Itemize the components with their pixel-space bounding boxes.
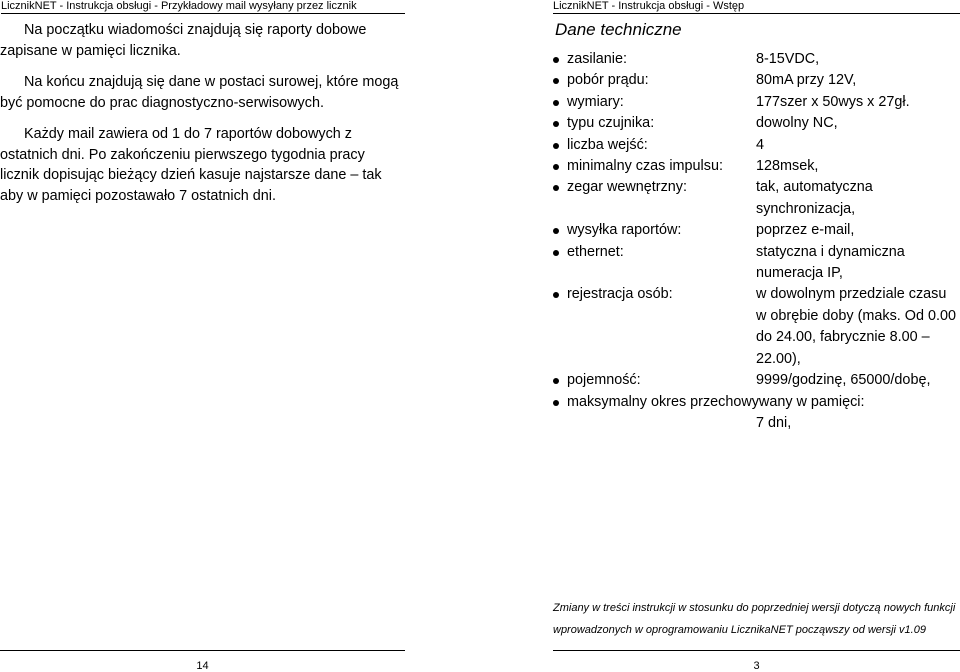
spec-item-capacity [553, 370, 960, 391]
spec-item-clock [553, 177, 960, 220]
section-title: Dane techniczne [555, 20, 682, 39]
left-page-footer [0, 650, 405, 672]
bullet-icon [553, 185, 559, 191]
spec-item-inputs [553, 135, 960, 156]
page-number: 3 [753, 660, 760, 672]
paragraph-text: Każdy mail zawiera od 1 do 7 raportów dobowych z ostatnich dni. Po zakończeniu pierwszego tygodnia pracy licznik dopisując bieżący dzień kasuje najstarsze dane – tak aby w pamięci pozostawało 7 ostatnich dni. [0, 126, 382, 205]
paragraph-reports-intro [0, 20, 403, 61]
spec-item-storage [553, 392, 960, 435]
spec-value: dowolny NC, [756, 115, 838, 132]
footnote-line-1: Zmiany w treści instrukcji w stosunku do poprzedniej wersji dotyczą nowych funkcji [553, 602, 956, 614]
bullet-icon [553, 228, 559, 234]
spec-value: statyczna i dynamiczna numeracja IP, [756, 243, 905, 282]
paragraph-text: Na końcu znajdują się dane w postaci surowej, które mogą być pomocne do prac diagnostyczno-serwisowych. [0, 74, 399, 111]
spec-label: ethernet: [567, 243, 624, 260]
spec-item-power [553, 49, 960, 70]
bullet-icon [553, 400, 559, 406]
spec-value: 4 [756, 136, 765, 153]
spec-item-pulse [553, 156, 960, 177]
bullet-icon [553, 121, 559, 127]
bullet-icon [553, 378, 559, 384]
left-page [0, 0, 405, 672]
bullet-icon [553, 143, 559, 149]
bullet-icon [553, 57, 559, 63]
right-page [553, 0, 960, 672]
spec-label: pobór prądu: [567, 72, 649, 89]
spec-label: minimalny czas impulsu: [567, 158, 723, 175]
paragraph-text: Na początku wiadomości znajdują się raporty dobowe zapisane w pamięci licznika. [0, 22, 367, 59]
page-number: 14 [196, 660, 209, 672]
spec-label: wymiary: [567, 93, 624, 110]
bullet-icon [553, 250, 559, 256]
spec-value: poprzez e-mail, [756, 222, 855, 239]
spec-value: 177szer x 50wys x 27gł. [756, 93, 910, 110]
spec-value: 80mA przy 12V, [756, 72, 857, 89]
spec-item-registration [553, 284, 960, 370]
spec-label: wysyłka raportów: [567, 222, 682, 239]
spec-label: liczba wejść: [567, 136, 648, 153]
spec-label: maksymalny okres przechowywany w pamięci: [567, 393, 865, 410]
bullet-icon [553, 292, 559, 298]
left-page-header: LicznikNET - Instrukcja obsługi - Przykładowy mail wysyłany przez licznik [1, 0, 405, 14]
right-page-header: LicznikNET - Instrukcja obsługi - Wstęp [553, 0, 960, 14]
spec-item-dimensions [553, 92, 960, 113]
spec-label: rejestracja osób: [567, 286, 673, 303]
spec-label: pojemność: [567, 372, 641, 389]
spec-item-reports [553, 220, 960, 241]
spec-list [553, 49, 960, 434]
spec-value: w dowolnym przedziale czasu w obrębie doby (maks. Od 0.00 do 24.00, fabrycznie 8.00 – 22.00), [756, 286, 956, 367]
spec-value: 8-15VDC, [756, 51, 820, 67]
spec-label: zasilanie: [567, 51, 627, 67]
spec-value: 7 dni, [756, 414, 792, 431]
paragraph-report-count [0, 124, 403, 207]
spec-value: 9999/godzinę, 65000/dobę, [756, 372, 931, 389]
spec-label: zegar wewnętrzny: [567, 179, 687, 196]
paragraph-raw-data [0, 72, 403, 113]
right-page-footer [553, 650, 960, 672]
spec-label: typu czujnika: [567, 115, 655, 132]
spec-item-sensor [553, 113, 960, 134]
bullet-icon [553, 78, 559, 84]
spec-item-current [553, 70, 960, 91]
spec-item-ethernet [553, 242, 960, 285]
bullet-icon [553, 100, 559, 106]
spec-value: 128msek, [756, 158, 819, 175]
spec-value: tak, automatyczna synchronizacja, [756, 179, 873, 217]
bullet-icon [553, 164, 559, 170]
footnote-line-2: wprowadzonych w oprogramowaniu LicznikaNET począwszy od wersji v1.09 [553, 624, 926, 636]
